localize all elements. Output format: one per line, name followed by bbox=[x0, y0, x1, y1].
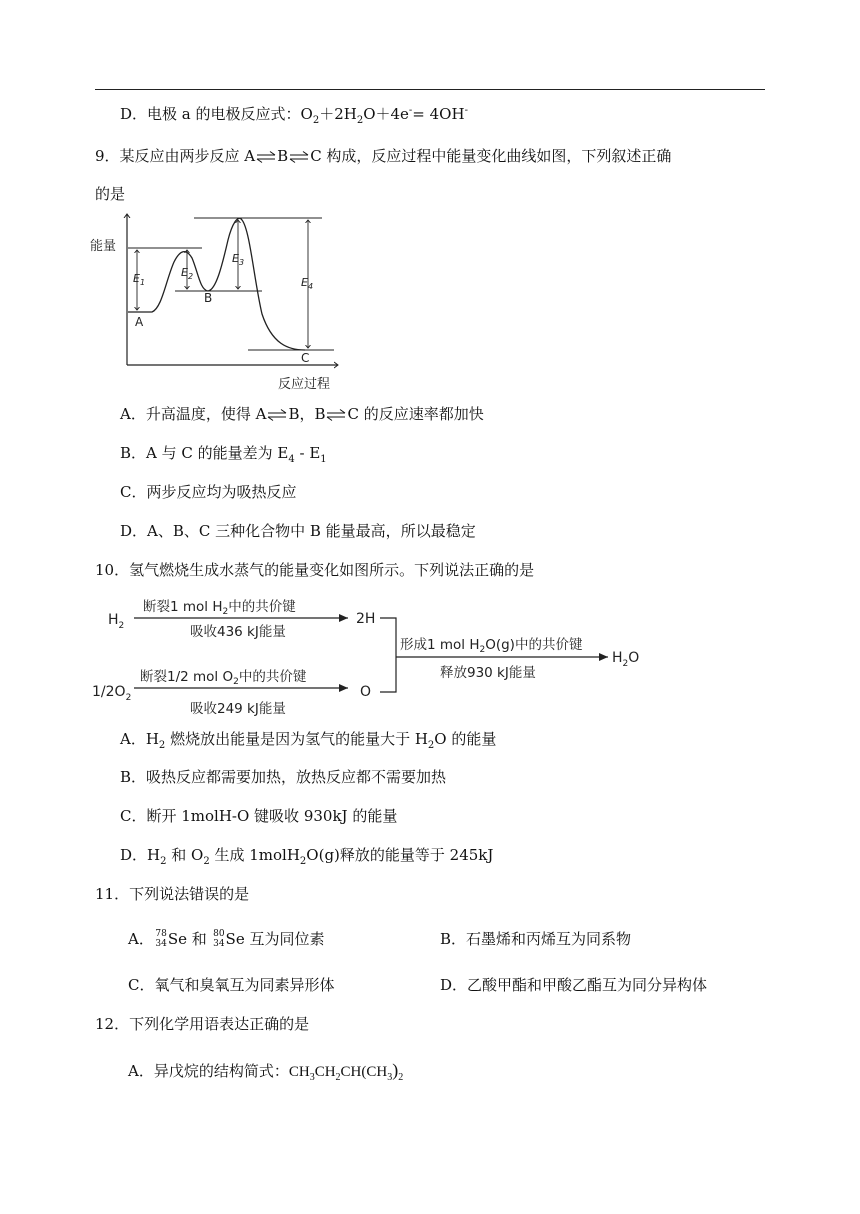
y-axis-label: 能量 bbox=[90, 239, 117, 254]
q12-option-a: A．异戊烷的结构简式：$CH_3CH_2CH(CH_3)_2$ bbox=[128, 1060, 404, 1083]
product-h2o: $H_2O$ bbox=[612, 650, 640, 669]
x-axis-label: 反应过程 bbox=[278, 377, 331, 392]
q12-stem: 12．下列化学用语表达正确的是 bbox=[95, 1015, 310, 1033]
arrow3-top-label: 形成1 mol $H_2O(g)$中的共价键 bbox=[400, 637, 583, 655]
header-rule bbox=[95, 89, 765, 90]
q10-option-a: A．$H_2$ 燃烧放出能量是因为氢气的能量大于 $H_2O$ 的能量 bbox=[120, 730, 497, 751]
q9-stem-line2: 的是 bbox=[95, 185, 126, 203]
q10-option-c: C．断开 1molH-O 键吸收 930kJ 的能量 bbox=[120, 807, 398, 825]
equilibrium-arrow-icon bbox=[255, 151, 277, 163]
reactant-h2: $H_2$ bbox=[108, 612, 125, 631]
q9-option-c: C．两步反应均为吸热反应 bbox=[120, 483, 297, 501]
equilibrium-arrow-icon bbox=[288, 151, 310, 163]
q9-energy-diagram bbox=[90, 210, 350, 395]
q11-stem: 11．下列说法错误的是 bbox=[95, 885, 250, 903]
arrow3-bottom-label: 释放930 kJ能量 bbox=[440, 665, 536, 681]
point-label-a: A bbox=[135, 315, 144, 329]
q11-option-b: B．石墨烯和丙烯互为同系物 bbox=[440, 930, 632, 948]
q11-option-d: D．乙酸甲酯和甲酸乙酯互为同分异构体 bbox=[440, 976, 708, 994]
point-label-c: C bbox=[301, 351, 310, 365]
q10-option-d: D．$H_2$ 和 $O_2$ 生成 1molH$_2$O(g)释放的能量等于 245kJ bbox=[120, 846, 494, 867]
energy-label-e3: $E_3$ bbox=[232, 252, 245, 267]
q8-option-d: D．电极 a 的电极反应式：$O_2+2H_2O+4e^-= 4OH^-$ bbox=[120, 105, 468, 126]
point-label-b: B bbox=[204, 291, 213, 305]
q9-option-d: D．A、B、C 三种化合物中 B 能量最高，所以最稳定 bbox=[120, 522, 476, 540]
q11-option-a: A． 78 34 Se 和 80 34 Se 互为同位素 bbox=[128, 929, 325, 949]
intermediate-o: O bbox=[360, 684, 372, 700]
energy-curve bbox=[128, 218, 305, 350]
q10-stem: 10．氢气燃烧生成水蒸气的能量变化如图所示。下列说法正确的是 bbox=[95, 561, 535, 579]
q9-stem: 9．某反应由两步反应 A B C 构成，反应过程中能量变化曲线如图，下列叙述正确 bbox=[95, 147, 672, 165]
q10-energy-scheme bbox=[90, 592, 680, 724]
equilibrium-arrow-icon bbox=[266, 409, 288, 421]
structural-formula: $CH_3CH_2CH(CH_3)_2$ bbox=[288, 1060, 404, 1083]
equilibrium-arrow-icon bbox=[325, 409, 347, 421]
q11-option-c: C．氧气和臭氧互为同素异形体 bbox=[128, 976, 335, 994]
arrow2-bottom-label: 吸收249 kJ能量 bbox=[190, 701, 286, 717]
q10-option-b: B．吸热反应都需要加热，放热反应都不需要加热 bbox=[120, 768, 447, 786]
arrow1-bottom-label: 吸收436 kJ能量 bbox=[190, 624, 286, 640]
isotope-notation: 78 34 bbox=[155, 929, 167, 949]
q9-option-a: A．升高温度，使得 A B，B C 的反应速率都加快 bbox=[120, 405, 484, 423]
isotope-notation: 80 34 bbox=[213, 929, 225, 949]
arrow2-top-label: 断裂1/2 mol $O_2$中的共价键 bbox=[140, 669, 307, 687]
q9-option-b: B．A 与 C 的能量差为 $E_4 - E_1$ bbox=[120, 444, 327, 465]
arrow1-top-label: 断裂1 mol $H_2$中的共价键 bbox=[143, 599, 296, 617]
intermediate-2h: 2H bbox=[356, 611, 376, 627]
energy-label-e4: $E_4$ bbox=[301, 276, 314, 291]
energy-label-e2: $E_2$ bbox=[181, 266, 194, 281]
energy-label-e1: $E_1$ bbox=[133, 272, 146, 287]
reactant-half-o2: $1/2O_2$ bbox=[92, 684, 132, 703]
